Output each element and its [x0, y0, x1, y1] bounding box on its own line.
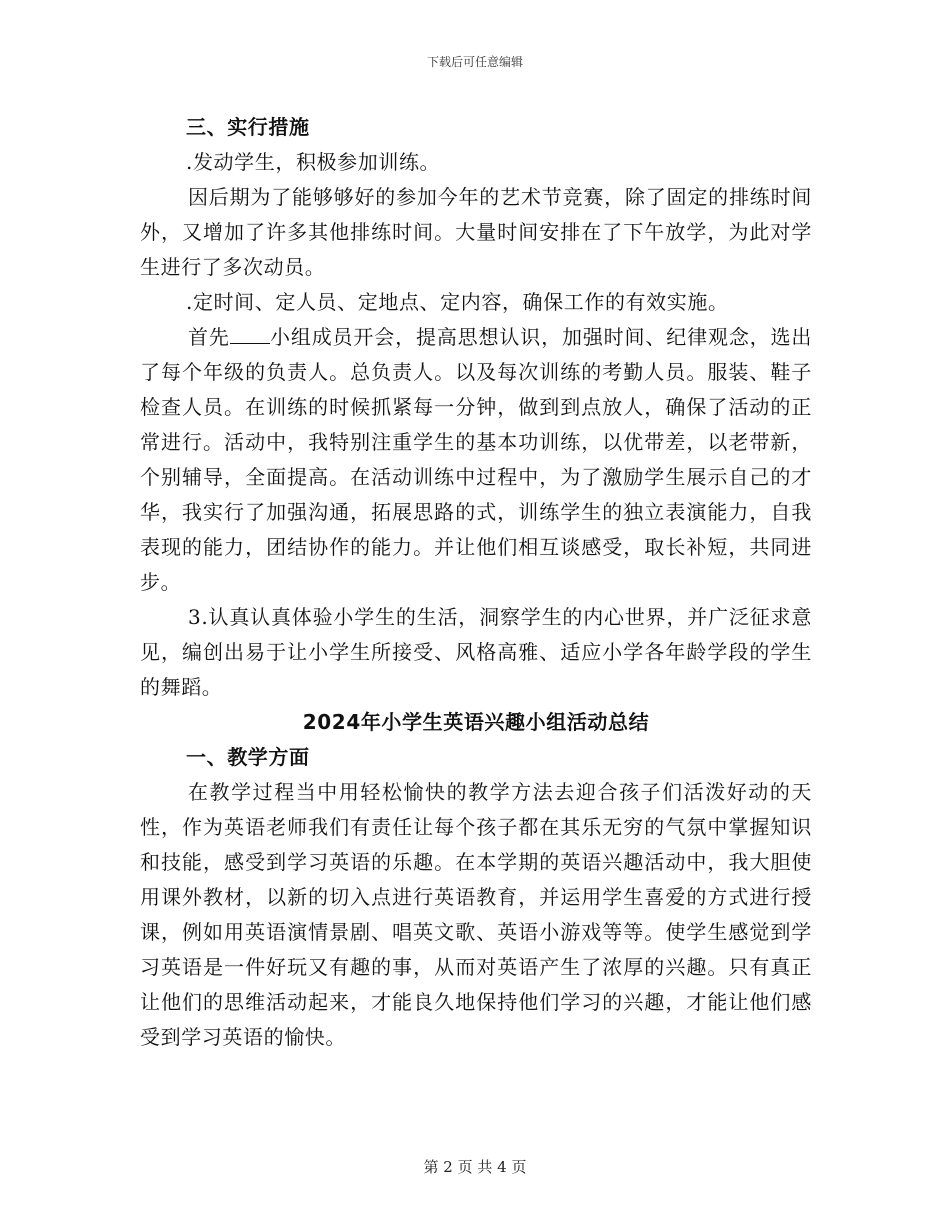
paragraph: 3.认真认真体验小学生的生活，洞察学生的内心世界，并广泛征求意见，编创出易于让小学生所接受、风格高雅、适应小学各年龄学段的学生的舞蹈。: [140, 605, 812, 699]
paragraph: [140, 320, 812, 600]
page-header-note: 下载后可任意编辑: [426, 55, 523, 69]
section-heading: 三、实行措施: [186, 115, 310, 139]
paragraph-text: 小组成员开会，提高思想认识，加强时间、纪律观念，选出了每个年级的负责人。总负责人。以及每次训练的考勤人员。服装、鞋子检查人员。在训练的时候抓紧每一分钟，做到到点放人，确保了活动的正常进行。活动中，我特别注重学生的基本功训练，以优带差，以老带新，个别辅导，全面提高。在活动训练中过程中，为了激励学生展示自己的才华，我实行了加强沟通，拓展思路的式，训练学生的独立表演能力，自我表现的能力，团结协作的能力。并让他们相互谈感受，取长补短，共同进步。: [140, 325, 812, 594]
blank-underline: [230, 325, 270, 344]
section-heading: 一、教学方面: [186, 745, 310, 769]
paragraph-prefix: 首先: [188, 325, 230, 349]
document-body: [140, 110, 812, 1055]
page-number: 第 2 页 共 4 页: [423, 1158, 527, 1176]
document-title: 2024年小学生英语兴趣小组活动总结: [302, 710, 650, 734]
paragraph: 因后期为了能够够好的参加今年的艺术节竞赛，除了固定的排练时间外，又增加了许多其他排练时间。大量时间安排在了下午放学，为此对学生进行了多次动员。: [140, 185, 812, 279]
list-item-title: .发动学生，积极参加训练。: [186, 150, 441, 174]
list-item-title: .定时间、定人员、定地点、定内容，确保工作的有效实施。: [186, 290, 729, 314]
paragraph: 在教学过程当中用轻松愉快的教学方法去迎合孩子们活泼好动的天性，作为英语老师我们有责任让每个孩子都在其乐无穷的气氛中掌握知识和技能，感受到学习英语的乐趣。在本学期的英语兴趣活动中，我大胆使用课外教材，以新的切入点进行英语教育，并运用学生喜爱的方式进行授课，例如用英语演情景剧、唱英文歌、英语小游戏等等。使学生感觉到学习英语是一件好玩又有趣的事，从而对英语产生了浓厚的兴趣。只有真正让他们的思维活动起来，才能良久地保持他们学习的兴趣，才能让他们感受到学习英语的愉快。: [140, 780, 812, 1049]
